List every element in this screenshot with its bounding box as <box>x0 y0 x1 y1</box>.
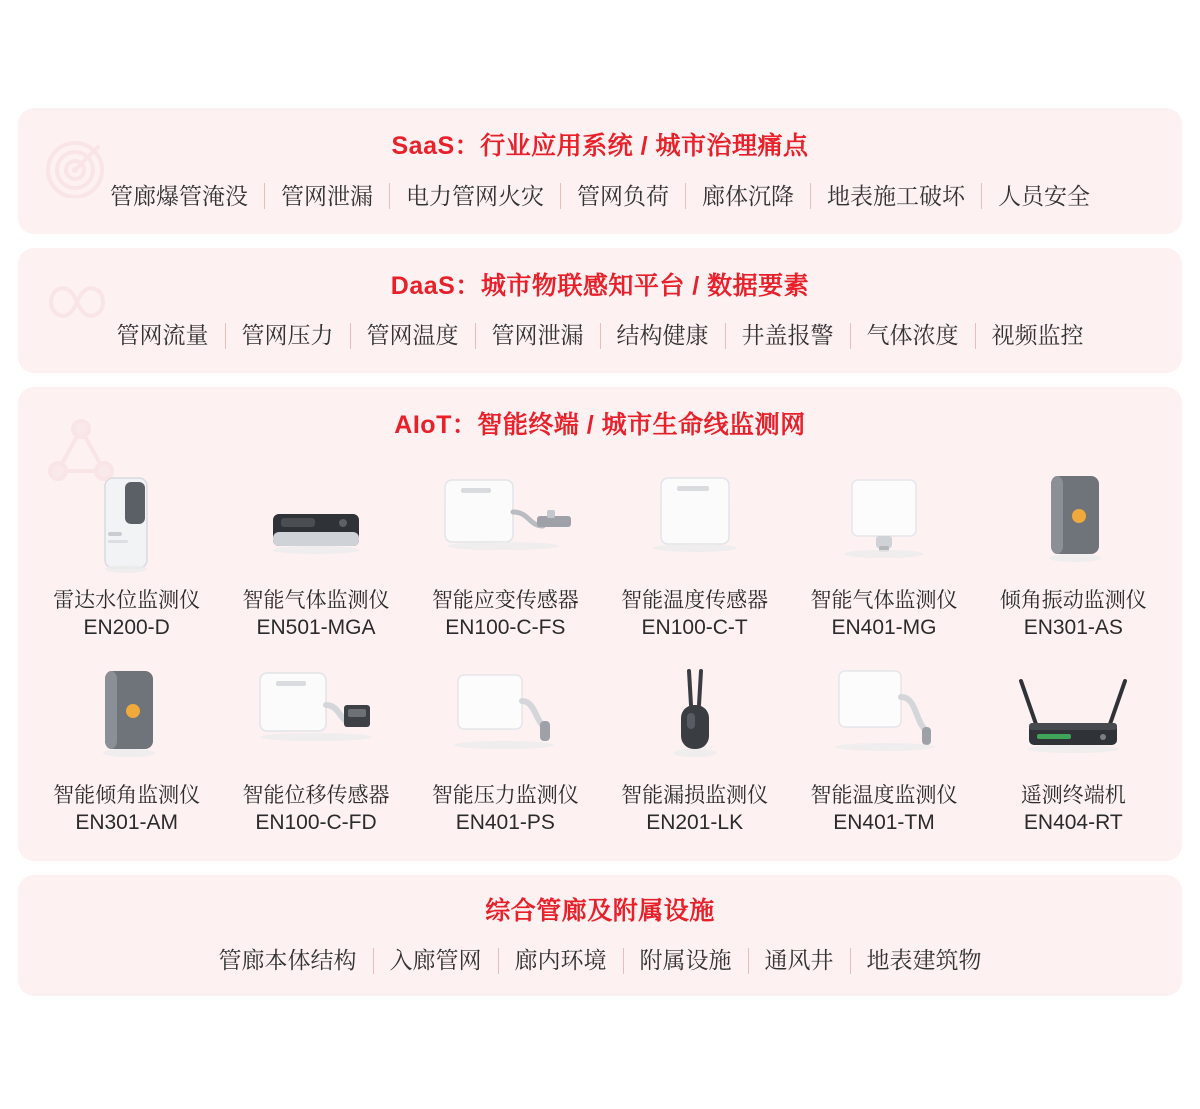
device-name: 智能倾角监测仪 <box>53 784 201 808</box>
device-name: 遥测终端机 <box>1020 784 1126 808</box>
device-model: EN201-LK <box>646 811 744 835</box>
device-card <box>789 655 978 837</box>
aiot-title-main: 智能终端 / 城市生命线监测网 <box>477 411 806 440</box>
saas-item: 管网负荷 <box>577 182 669 209</box>
telemetry-terminal-device-icon <box>1003 655 1143 773</box>
device-card <box>979 460 1168 642</box>
device-model: EN100-C-T <box>641 615 748 639</box>
infrastructure-item: 入廊管网 <box>389 947 482 974</box>
device-card <box>411 655 600 837</box>
saas-title-main: 行业应用系统 / 城市治理痛点 <box>480 132 809 160</box>
daas-layer-title <box>18 248 1182 307</box>
gas-detector-device-icon <box>251 460 381 578</box>
infrastructure-layer-card <box>18 875 1182 997</box>
leak-monitor-device-icon <box>645 655 745 773</box>
device-model: EN401-PS <box>455 811 555 835</box>
aiot-title-prefix: AIoT： <box>394 411 478 440</box>
device-model: EN401-MG <box>831 615 937 639</box>
saas-item: 管廊爆管淹没 <box>110 182 248 209</box>
infrastructure-item: 廊内环境 <box>514 947 607 974</box>
device-name: 智能压力监测仪 <box>431 784 579 808</box>
device-name: 智能气体监测仪 <box>810 588 958 612</box>
device-card <box>600 655 789 837</box>
device-model: EN301-AM <box>75 811 179 835</box>
aiot-layer-title <box>18 387 1182 446</box>
daas-item: 视频监控 <box>991 322 1084 349</box>
device-model: EN301-AS <box>1023 615 1123 639</box>
device-name: 智能应变传感器 <box>431 588 579 612</box>
device-card[interactable] <box>32 460 221 642</box>
device-name: 智能温度传感器 <box>621 588 769 612</box>
saas-item-list <box>18 167 1182 234</box>
device-model: EN501-MGA <box>256 615 376 639</box>
device-card <box>221 655 410 837</box>
device-card <box>789 460 978 642</box>
device-name: 倾角振动监测仪 <box>999 588 1147 612</box>
device-name: 智能气体监测仪 <box>242 588 390 612</box>
device-model: EN200-D <box>83 615 170 639</box>
saas-item: 地表施工破坏 <box>827 182 965 209</box>
saas-title-prefix: SaaS： <box>391 132 481 160</box>
pressure-monitor-device-icon <box>430 655 580 773</box>
tilt-monitor-device-icon <box>75 655 179 773</box>
strain-sensor-device-icon <box>425 460 585 578</box>
daas-title-prefix: DaaS： <box>390 271 481 300</box>
infrastructure-item: 通风井 <box>764 947 834 974</box>
infrastructure-layer-title: 综合管廊及附属设施 <box>485 896 715 925</box>
device-model: EN404-RT <box>1023 811 1123 835</box>
temperature-monitor-device-icon <box>809 655 959 773</box>
saas-item: 人员安全 <box>998 182 1090 209</box>
saas-layer-card <box>18 108 1182 234</box>
infrastructure-item: 地表建筑物 <box>866 947 982 974</box>
device-card <box>979 655 1168 837</box>
daas-item-list <box>18 306 1182 373</box>
saas-item: 电力管网火灾 <box>406 182 544 209</box>
daas-item: 气体浓度 <box>866 322 959 349</box>
device-card <box>600 460 789 642</box>
device-name: 智能位移传感器 <box>242 784 390 808</box>
saas-item: 管网泄漏 <box>281 182 373 209</box>
device-card[interactable] <box>221 460 410 642</box>
temperature-sensor-device-icon <box>635 460 755 578</box>
radar-level-device-icon <box>75 460 179 578</box>
displacement-sensor-device-icon <box>236 655 396 773</box>
daas-title-main: 城市物联感知平台 / 数据要素 <box>480 271 810 300</box>
infrastructure-item-list <box>18 931 1182 996</box>
device-model: EN401-TM <box>833 811 935 835</box>
device-card <box>411 460 600 642</box>
gas-monitor-device-icon <box>824 460 944 578</box>
daas-item: 管网流量 <box>116 322 209 349</box>
infrastructure-item: 附属设施 <box>639 947 732 974</box>
device-name: 智能漏损监测仪 <box>621 784 769 808</box>
tilt-vibration-device-icon <box>1021 460 1125 578</box>
daas-layer-card <box>18 248 1182 374</box>
saas-layer-title <box>18 108 1182 167</box>
daas-item: 井盖报警 <box>741 322 834 349</box>
infrastructure-item: 管廊本体结构 <box>218 947 357 974</box>
saas-item: 廊体沉降 <box>702 182 794 209</box>
daas-item: 结构健康 <box>616 322 709 349</box>
device-grid <box>18 446 1182 843</box>
daas-item: 管网压力 <box>241 322 334 349</box>
device-model: EN100-C-FS <box>445 615 566 639</box>
device-name: 智能温度监测仪 <box>810 784 958 808</box>
device-name: 雷达水位监测仪 <box>53 588 201 612</box>
aiot-layer-card <box>18 387 1182 861</box>
daas-item: 管网泄漏 <box>491 322 584 349</box>
device-model: EN100-C-FD <box>255 811 377 835</box>
daas-item: 管网温度 <box>366 322 459 349</box>
device-card <box>32 655 221 837</box>
